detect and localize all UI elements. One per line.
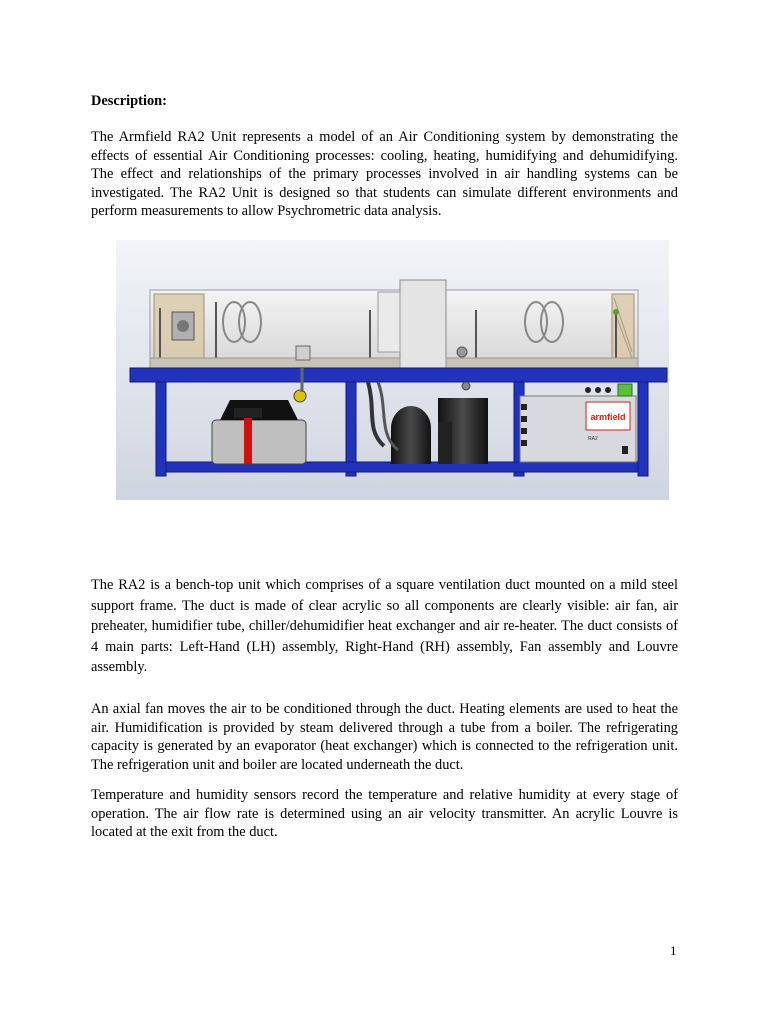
control-panel bbox=[520, 384, 636, 462]
duct-assembly bbox=[150, 280, 638, 368]
paragraph-sensors: Temperature and humidity sensors record the temperature and relative humidity at every stage of operation. The air flow rate is determined using an air velocity transmitter. An acrylic Louvre is located at the exit from the duct. bbox=[91, 787, 678, 841]
armfield-logo: armfield bbox=[590, 412, 626, 422]
ra2-unit-illustration bbox=[116, 240, 669, 500]
section-heading: Description: bbox=[91, 93, 167, 109]
paragraph-axial-fan: An axial fan moves the air to be conditioned through the duct. Heating elements are used to heat the air. Humidification is provided by steam delivered through a tube from a boiler. The refrigerating capacity is generated by an evaporator (heat exchanger) which is connected to the refrigeration unit. The refrigeration unit and boiler are located underneath the duct. bbox=[91, 701, 678, 773]
paragraph-bench-top-unit: The RA2 is a bench-top unit which comprises of a square ventilation duct mounted on a mild steel support frame. The duct is made of clear acrylic so all components are clearly visible: air fan, air preheater, humidifier tube, chiller/dehumidifier heat exchanger and air re-heater. The duct consists of 4 main parts: Left-Hand (LH) assembly, Right-Hand (RH) assembly, Fan assembly and Louvre assembly. bbox=[91, 577, 678, 676]
panel-label: RA2 bbox=[588, 436, 598, 442]
paragraph-intro: The Armfield RA2 Unit represents a model of an Air Conditioning system by demonstrating the effects of essential Air Conditioning processes: cooling, heating, humidifying and dehumidifying. The effect and relationships of the primary processes involved in air handling systems can be investigated. The RA2 Unit is designed so that students can simulate different environments and perform measurements to allow Psychrometric data analysis. bbox=[91, 129, 678, 220]
ra2-unit-drawing bbox=[116, 240, 669, 500]
page-number: 1 bbox=[670, 943, 677, 958]
